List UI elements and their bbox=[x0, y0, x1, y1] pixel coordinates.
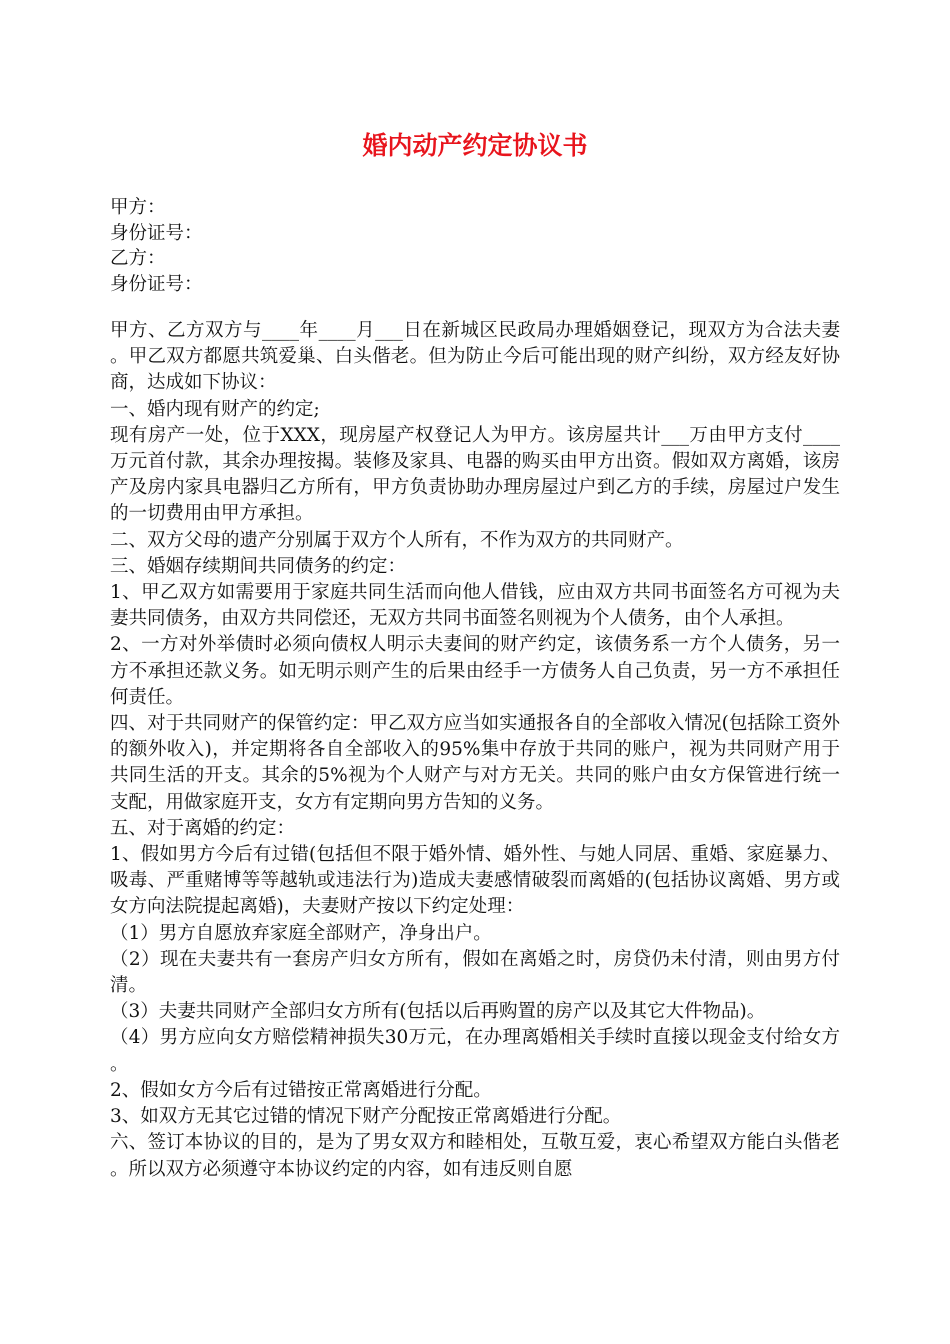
section-3-item-1: 1、甲乙双方如需要用于家庭共同生活而向他人借钱，应由双方共同书面签名方可视为夫妻共同债务，由双方共同偿还，无双方共同书面签名则视为个人债务，由个人承担。 bbox=[110, 582, 840, 630]
section-3-item-2: 2、一方对外举债时必须向债权人明示夫妻间的财产约定，该债务系一方个人债务，另一方不承担还款义务。如无明示则产生的后果由经手一方债务人自己负责，另一方不承担任何责任。 bbox=[110, 634, 840, 708]
section-5-sub-item-1: （1）男方自愿放弃家庭全部财产，净身出户。 bbox=[110, 922, 492, 944]
section-5-sub-item-2: （2）现在夫妻共有一套房产归女方所有，假如在离婚之时，房贷仍未付清，则由男方付清。 bbox=[110, 948, 840, 997]
section-5-item-2: 2、假如女方今后有过错按正常离婚进行分配。 bbox=[110, 1079, 492, 1101]
document-title: 婚内动产约定协议书 bbox=[362, 131, 588, 160]
party-info-block bbox=[110, 195, 840, 297]
agreement-body bbox=[110, 318, 840, 1183]
party-a-label: 甲方： bbox=[110, 197, 166, 218]
intro-paragraph: 甲方、乙方双方与____年____月___日在新城区民政局办理婚姻登记，现双方为合法夫妻。甲乙双方都愿共筑爱巢、白头偕老。但为防止今后可能出现的财产纠纷，双方经友好协商，达成如下协议： bbox=[110, 320, 840, 394]
section-6-purpose-clause: 六、签订本协议的目的，是为了男女双方和睦相处，互敬互爱，衷心希望双方能白头偕老。所以双方必须遵守本协议约定的内容，如有违反则自愿 bbox=[110, 1132, 840, 1180]
section-5-item-3: 3、如双方无其它过错的情况下财产分配按正常离婚进行分配。 bbox=[110, 1106, 622, 1128]
section-5-sub-item-3: （3）夫妻共同财产全部归女方所有(包括以后再购置的房产以及其它大件物品)。 bbox=[110, 1001, 766, 1023]
section-1-heading: 一、婚内现有财产的约定; bbox=[110, 398, 320, 420]
section-5-sub-item-4: （4）男方应向女方赔偿精神损失30万元，在办理离婚相关手续时直接以现金支付给女方。 bbox=[110, 1027, 840, 1075]
section-5-heading: 五、对于离婚的约定： bbox=[110, 817, 296, 839]
party-b-id-label: 身份证号： bbox=[110, 273, 203, 295]
section-3-heading: 三、婚姻存续期间共同债务的约定： bbox=[110, 555, 407, 577]
party-a-id-label: 身份证号： bbox=[110, 222, 203, 244]
party-b-label: 乙方： bbox=[110, 248, 166, 269]
section-1-property-clause: 现有房产一处，位于XXX，现房屋产权登记人为甲方。该房屋共计___万由甲方支付____万元首付款，其余办理按揭。装修及家具、电器的购买由甲方出资。假如双方离婚，该房产及房内家具电器归乙方所有，甲方负责协助办理房屋过户到乙方的手续，房屋过户发生的一切费用由甲方承担。 bbox=[110, 424, 840, 525]
section-5-item-1: 1、假如男方今后有过错(包括但不限于婚外情、婚外性、与她人同居、重婚、家庭暴力、吸毒、严重赌博等等越轨或违法行为)造成夫妻感情破裂而离婚的(包括协议离婚、男方或女方向法院提起离婚)，夫妻财产按以下约定处理： bbox=[110, 844, 840, 918]
section-2-inheritance-clause: 二、双方父母的遗产分别属于双方个人所有，不作为双方的共同财产。 bbox=[110, 529, 684, 551]
section-4-custody-clause: 四、对于共同财产的保管约定：甲乙双方应当如实通报各自的全部收入情况(包括除工资外的额外收入)，并定期将各自全部收入的95%集中存放于共同的账户，视为共同财产用于共同生活的开支。其余的5%视为个人财产与对方无关。共同的账户由女方保管进行统一支配，用做家庭开支，女方有定期向男方告知的义务。 bbox=[110, 713, 840, 813]
